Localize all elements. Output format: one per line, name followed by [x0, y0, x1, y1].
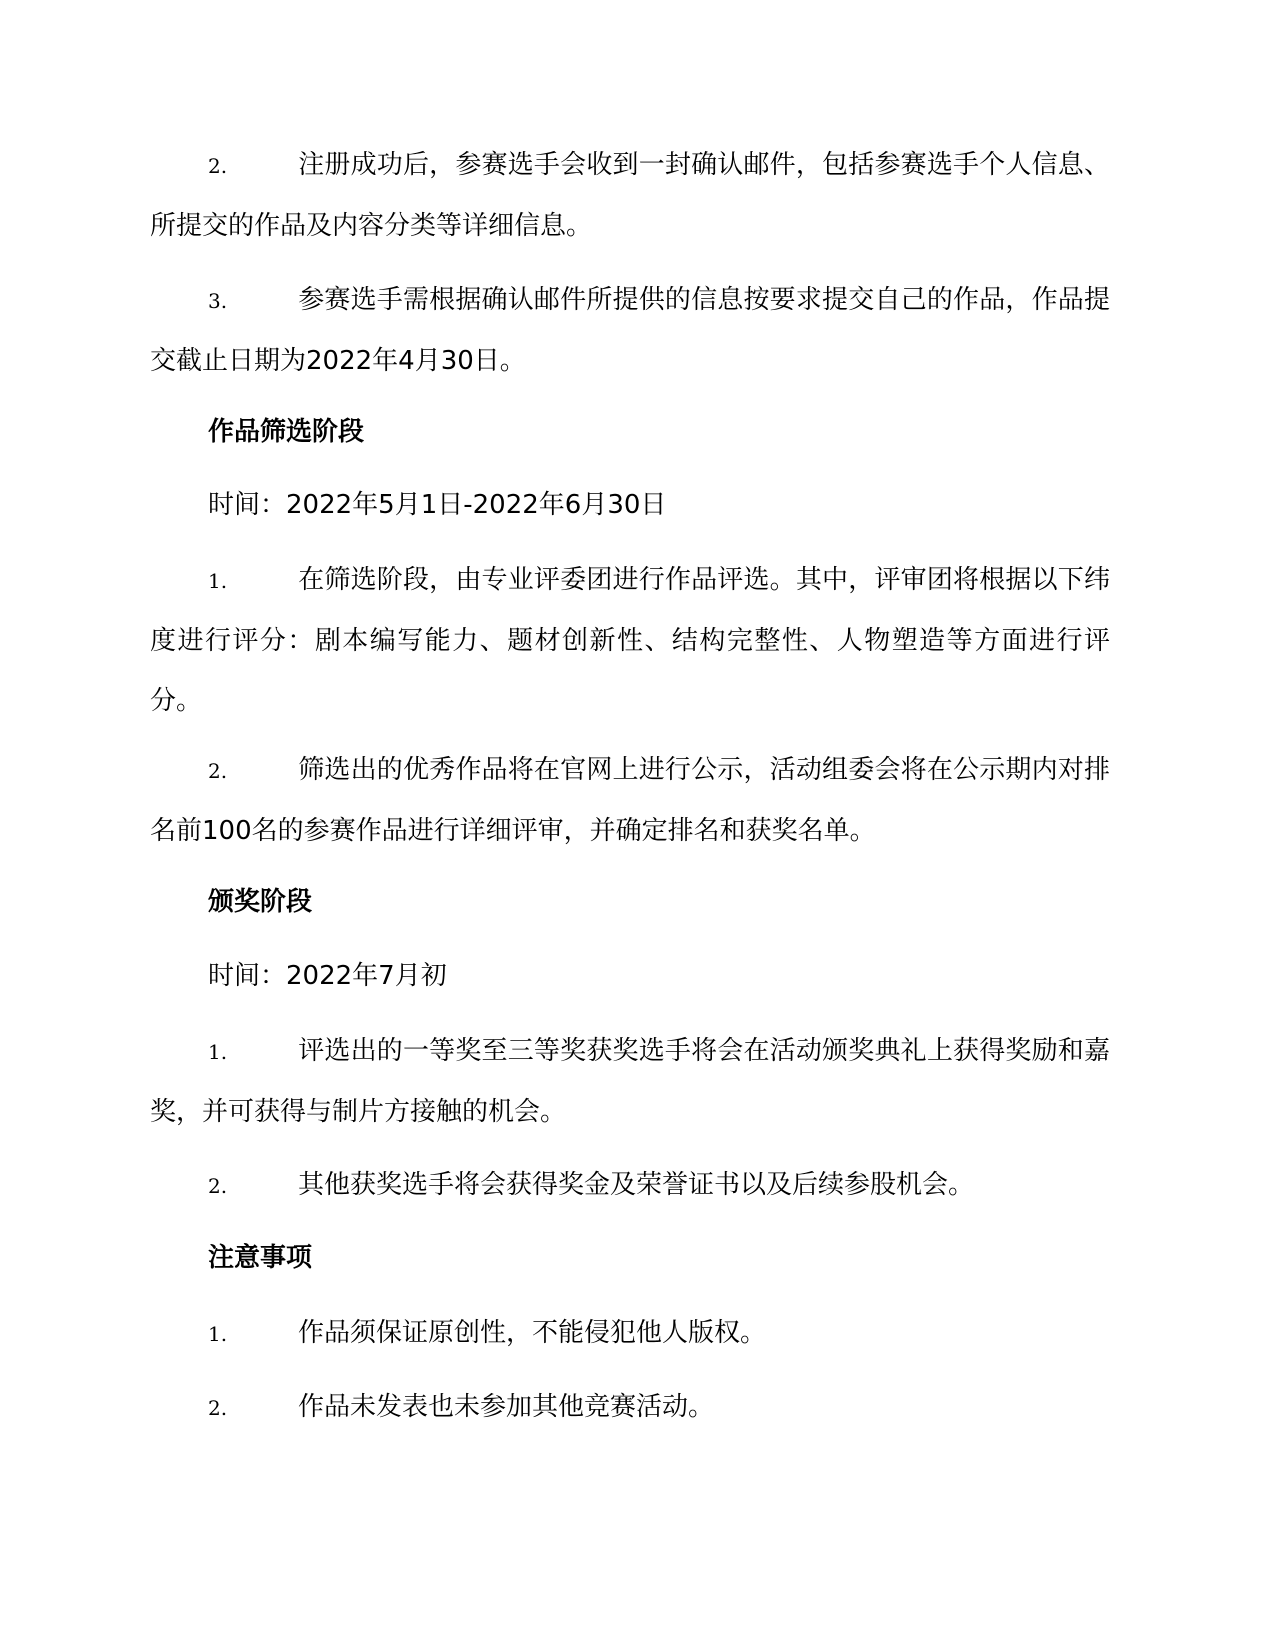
list-text: 在筛选阶段，由专业评委团进行作品评选。其中，评审团将根据以下纬度进行评分：剧本编写能力、题材创新性、结构完整性、人物塑造等方面进行评分。 [150, 565, 1110, 716]
list-text: 其他获奖选手将会获得奖金及荣誉证书以及后续参股机会。 [298, 1170, 975, 1200]
section-time-screening: 时间：2022年5月1日-2022年6月30日 [208, 490, 667, 520]
list-number: 2. [208, 154, 228, 178]
list-number: 1. [208, 1322, 228, 1346]
list-text: 作品未发表也未参加其他竞赛活动。 [298, 1392, 715, 1422]
list-text: 评选出的一等奖至三等奖获奖选手将会在活动颁奖典礼上获得奖励和嘉奖，并可获得与制片方接触的机会。 [150, 1036, 1110, 1127]
list-text: 作品须保证原创性，不能侵犯他人版权。 [298, 1318, 767, 1348]
list-item [150, 270, 1110, 391]
list-number: 1. [208, 569, 228, 593]
list-text: 参赛选手需根据确认邮件所提供的信息按要求提交自己的作品，作品提交截止日期为2022年4月30日。 [150, 285, 1110, 376]
list-number: 3. [208, 289, 228, 313]
list-number: 2. [208, 1396, 228, 1420]
list-item [150, 1155, 1110, 1216]
section-heading-screening: 作品筛选阶段 [208, 417, 365, 447]
list-item [150, 550, 1110, 731]
section-heading-award: 颁奖阶段 [208, 887, 313, 917]
list-item [150, 1303, 1110, 1364]
list-item [150, 1021, 1110, 1142]
list-text: 筛选出的优秀作品将在官网上进行公示，活动组委会将在公示期内对排名前100名的参赛作品进行详细评审，并确定排名和获奖名单。 [150, 755, 1110, 846]
list-item [150, 1377, 1110, 1438]
section-heading-notes: 注意事项 [208, 1243, 313, 1273]
list-number: 2. [208, 1174, 228, 1198]
list-number: 2. [208, 759, 228, 783]
list-item [150, 135, 1110, 256]
list-text: 注册成功后，参赛选手会收到一封确认邮件，包括参赛选手个人信息、所提交的作品及内容分类等详细信息。 [150, 150, 1110, 241]
list-item [150, 740, 1110, 861]
list-number: 1. [208, 1040, 228, 1064]
section-time-award: 时间：2022年7月初 [208, 961, 447, 991]
